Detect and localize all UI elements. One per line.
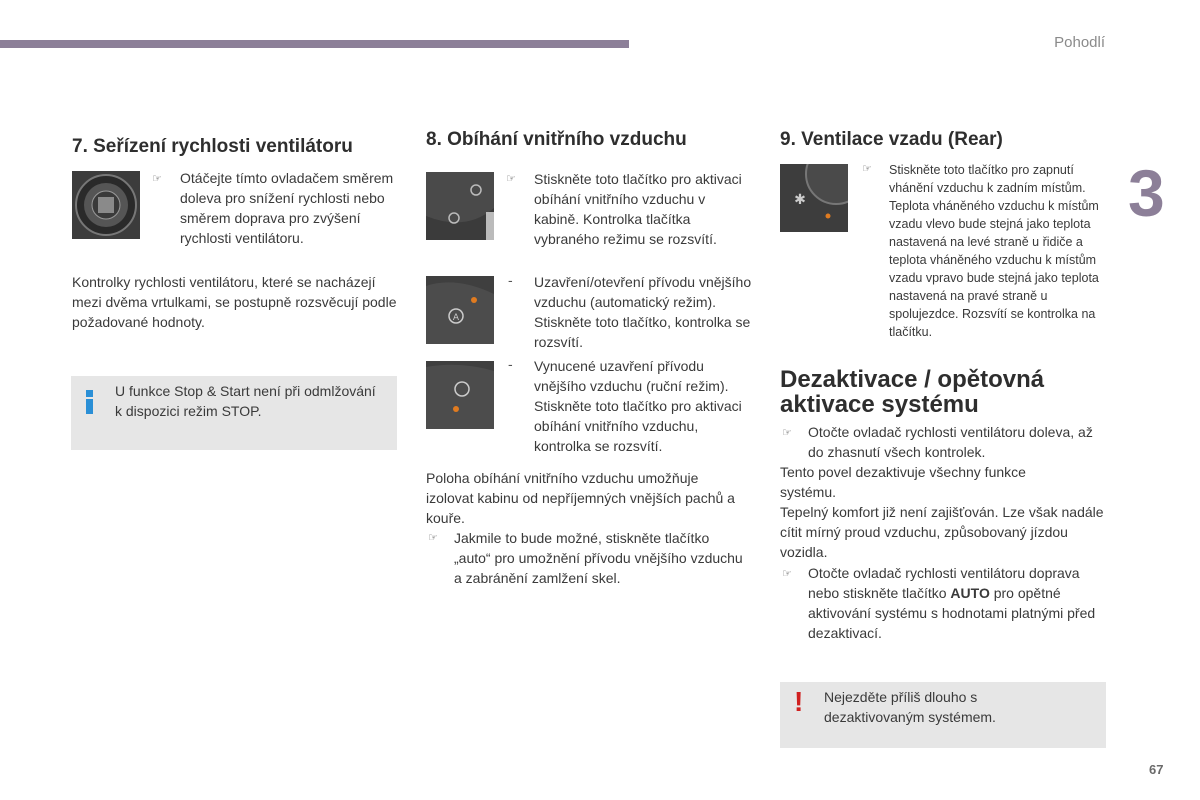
deactivation-heading: Dezaktivace / opětovná aktivace systému [780, 366, 1045, 418]
rear-ventilation-text: Stiskněte toto tlačítko pro zapnutí vhánění vzduchu k zadním místům. Teplota vháněného vzduchu k místům vzadu vlevo bude stejná jako teplota nastavená na levé straně u řidiče a teplota vháněného vzduchu k místům vzadu vpravo bude stejná jako teplota nastavená na pravé straně u spolujezdce. Rozsvítí se kontrolka na tlačítku. [889, 163, 1099, 339]
recirculation-bullet: Jakmile to bude možné, stiskněte tlačítko „auto“ pro umožnění přívodu vnějšího vzduchu a zabránění zamlžení skel. [454, 530, 743, 586]
bullet-icon: ☞ [782, 427, 792, 439]
reactivation-text-pre: Otočte ovladač rychlosti ventilátoru doprava nebo stiskněte tlačítko [808, 565, 1080, 601]
warning-text: Nejezděte příliš dlouho s dezaktivovaným systémem. [824, 689, 996, 725]
deactivation-paragraph-1: Tento povel dezaktivuje všechny funkce systému. [780, 464, 1026, 500]
recirculation-button-image [426, 172, 494, 240]
info-icon [85, 390, 95, 414]
fan-speed-knob-image [72, 171, 140, 239]
manual-recirculation-button-image [426, 361, 494, 429]
deactivation-bullet-1: Otočte ovladač rychlosti ventilátoru doleva, až do zhasnutí všech kontrolek. [808, 424, 1093, 460]
deactivation-paragraph-2: Tepelný komfort již není zajišťován. Lze však nadále cítit mírný proud vzduchu, způsobovaný jízdou vozidla. [780, 504, 1104, 560]
section-7-title: 7. Seřízení rychlosti ventilátoru [72, 136, 353, 157]
svg-text:A: A [452, 313, 460, 323]
info-text: U funkce Stop & Start není při odmlžování k dispozici režim STOP. [115, 383, 376, 419]
recirculation-item-2: Uzavření/otevření přívodu vnějšího vzduchu (automatický režim). Stiskněte toto tlačítko, kontrolka se rozsvítí. [534, 274, 752, 350]
bullet-icon: ☞ [506, 173, 516, 185]
recirculation-item-1: Stiskněte toto tlačítko pro aktivaci obíhání vnitřního vzduchu v kabině. Kontrolka tlačítka vybraného režimu se rozsvítí. [534, 171, 742, 247]
fan-speed-instruction: Otáčejte tímto ovladačem směrem doleva pro snížení rychlosti nebo směrem doprava pro zvýšení rychlosti ventilátoru. [180, 170, 394, 246]
auto-label: AUTO [950, 585, 990, 601]
warning-icon: ! [794, 686, 804, 717]
reactivation-bullet [808, 563, 1103, 643]
recirculation-paragraph: Poloha obíhání vnitřního vzduchu umožňuje izolovat kabinu od nepříjemných vnějších pachů a kouře. [426, 470, 735, 526]
fan-indicator-paragraph: Kontrolky rychlosti ventilátoru, které se nacházejí mezi dvěma vrtulkami, se postupně rozsvěcují podle požadované hodnoty. [72, 274, 397, 330]
reactivation-text-post: pro opětné aktivování systému s hodnotami platnými před dezaktivací. [808, 585, 1096, 641]
auto-recirculation-button-image [426, 276, 494, 344]
section-8-title: 8. Obíhání vnitřního vzduchu [426, 129, 687, 150]
dash-marker: - [508, 356, 513, 372]
section-title: Pohodlí [1054, 34, 1105, 51]
bullet-icon: ☞ [782, 568, 792, 580]
recirculation-item-3: Vynucené uzavření přívodu vnějšího vzduchu (ruční režim). Stiskněte toto tlačítko pro aktivaci obíhání vnitřního vzduchu, kontrolka se rozsvítí. [534, 358, 742, 454]
page-number: 67 [1149, 762, 1164, 777]
rear-ventilation-button-image [780, 164, 848, 232]
header-bar [0, 40, 629, 48]
warning-box [780, 682, 1106, 748]
bullet-icon: ☞ [152, 173, 162, 185]
bullet-icon: ☞ [428, 532, 438, 544]
bullet-icon: ☞ [862, 163, 872, 175]
info-box [71, 376, 397, 450]
chapter-number: 3 [1128, 156, 1165, 230]
dash-marker: - [508, 272, 513, 288]
section-9-title: 9. Ventilace vzadu (Rear) [780, 129, 1003, 150]
svg-text:✱: ✱ [794, 192, 806, 208]
